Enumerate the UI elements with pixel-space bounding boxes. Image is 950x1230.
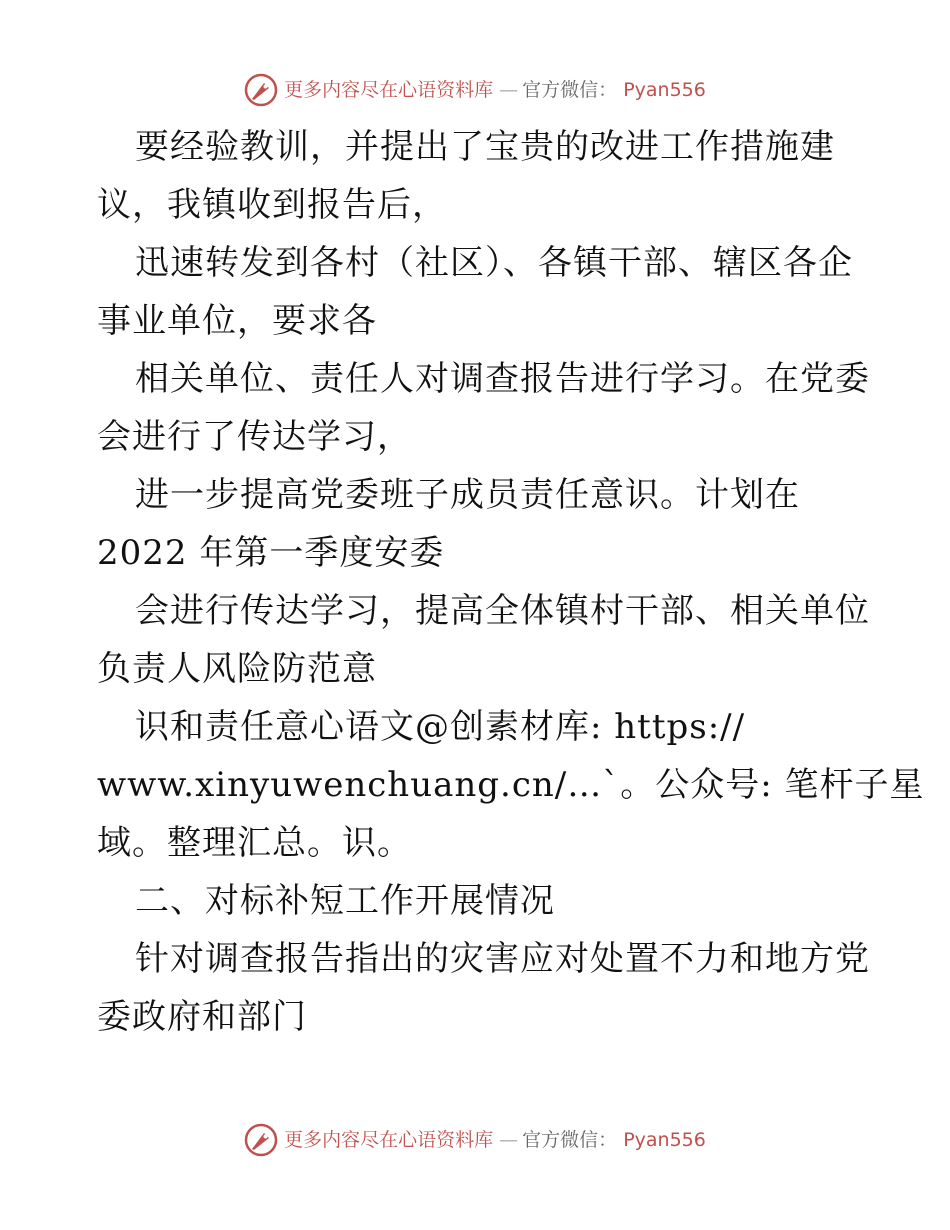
body-line: 迅速转发到各村（社区）、各镇干部、辖区各企 xyxy=(135,243,853,283)
body-line: www.xinyuwenchuang.cn/…`。公众号: 笔杆子星 xyxy=(97,765,925,805)
banner-site-text: 更多内容尽在心语资料库 xyxy=(284,79,494,101)
body-line: 域。整理汇总。识。 xyxy=(97,823,412,863)
body-line: 负责人风险防范意 xyxy=(97,649,377,689)
section-heading: 二、对标补短工作开展情况 xyxy=(135,881,555,921)
banner-dash: — xyxy=(499,79,517,101)
body-line: 2022 年第一季度安委 xyxy=(97,533,445,573)
body-line: 针对调查报告指出的灾害应对处置不力和地方党 xyxy=(135,939,870,979)
document-body xyxy=(97,118,925,1046)
body-line: 委政府和部门 xyxy=(97,997,307,1037)
banner-dash: — xyxy=(499,1129,517,1151)
body-line: 事业单位，要求各 xyxy=(97,301,377,341)
banner-site-text: 更多内容尽在心语资料库 xyxy=(284,1129,494,1151)
body-line: 进一步提高党委班子成员责任意识。计划在 xyxy=(135,475,800,515)
body-line: 会进行传达学习，提高全体镇村干部、相关单位 xyxy=(135,591,870,631)
banner-wechat-label: 官方微信： xyxy=(522,1129,618,1151)
body-line: 要经验教训，并提出了宝贵的改进工作措施建 xyxy=(135,127,835,167)
header-banner xyxy=(0,70,950,110)
banner-wechat-id: Pyan556 xyxy=(623,1129,706,1151)
body-line: 识和责任意心语文@创素材库: https:// xyxy=(135,707,746,747)
pen-nib-logo-icon xyxy=(244,73,278,107)
banner-wechat-id: Pyan556 xyxy=(623,79,706,101)
body-line: 议，我镇收到报告后， xyxy=(97,185,447,225)
footer-banner xyxy=(0,1120,950,1160)
body-line: 相关单位、责任人对调查报告进行学习。在党委 xyxy=(135,359,870,399)
banner-wechat-label: 官方微信： xyxy=(522,79,618,101)
pen-nib-logo-icon xyxy=(244,1123,278,1157)
body-line: 会进行了传达学习， xyxy=(97,417,412,457)
